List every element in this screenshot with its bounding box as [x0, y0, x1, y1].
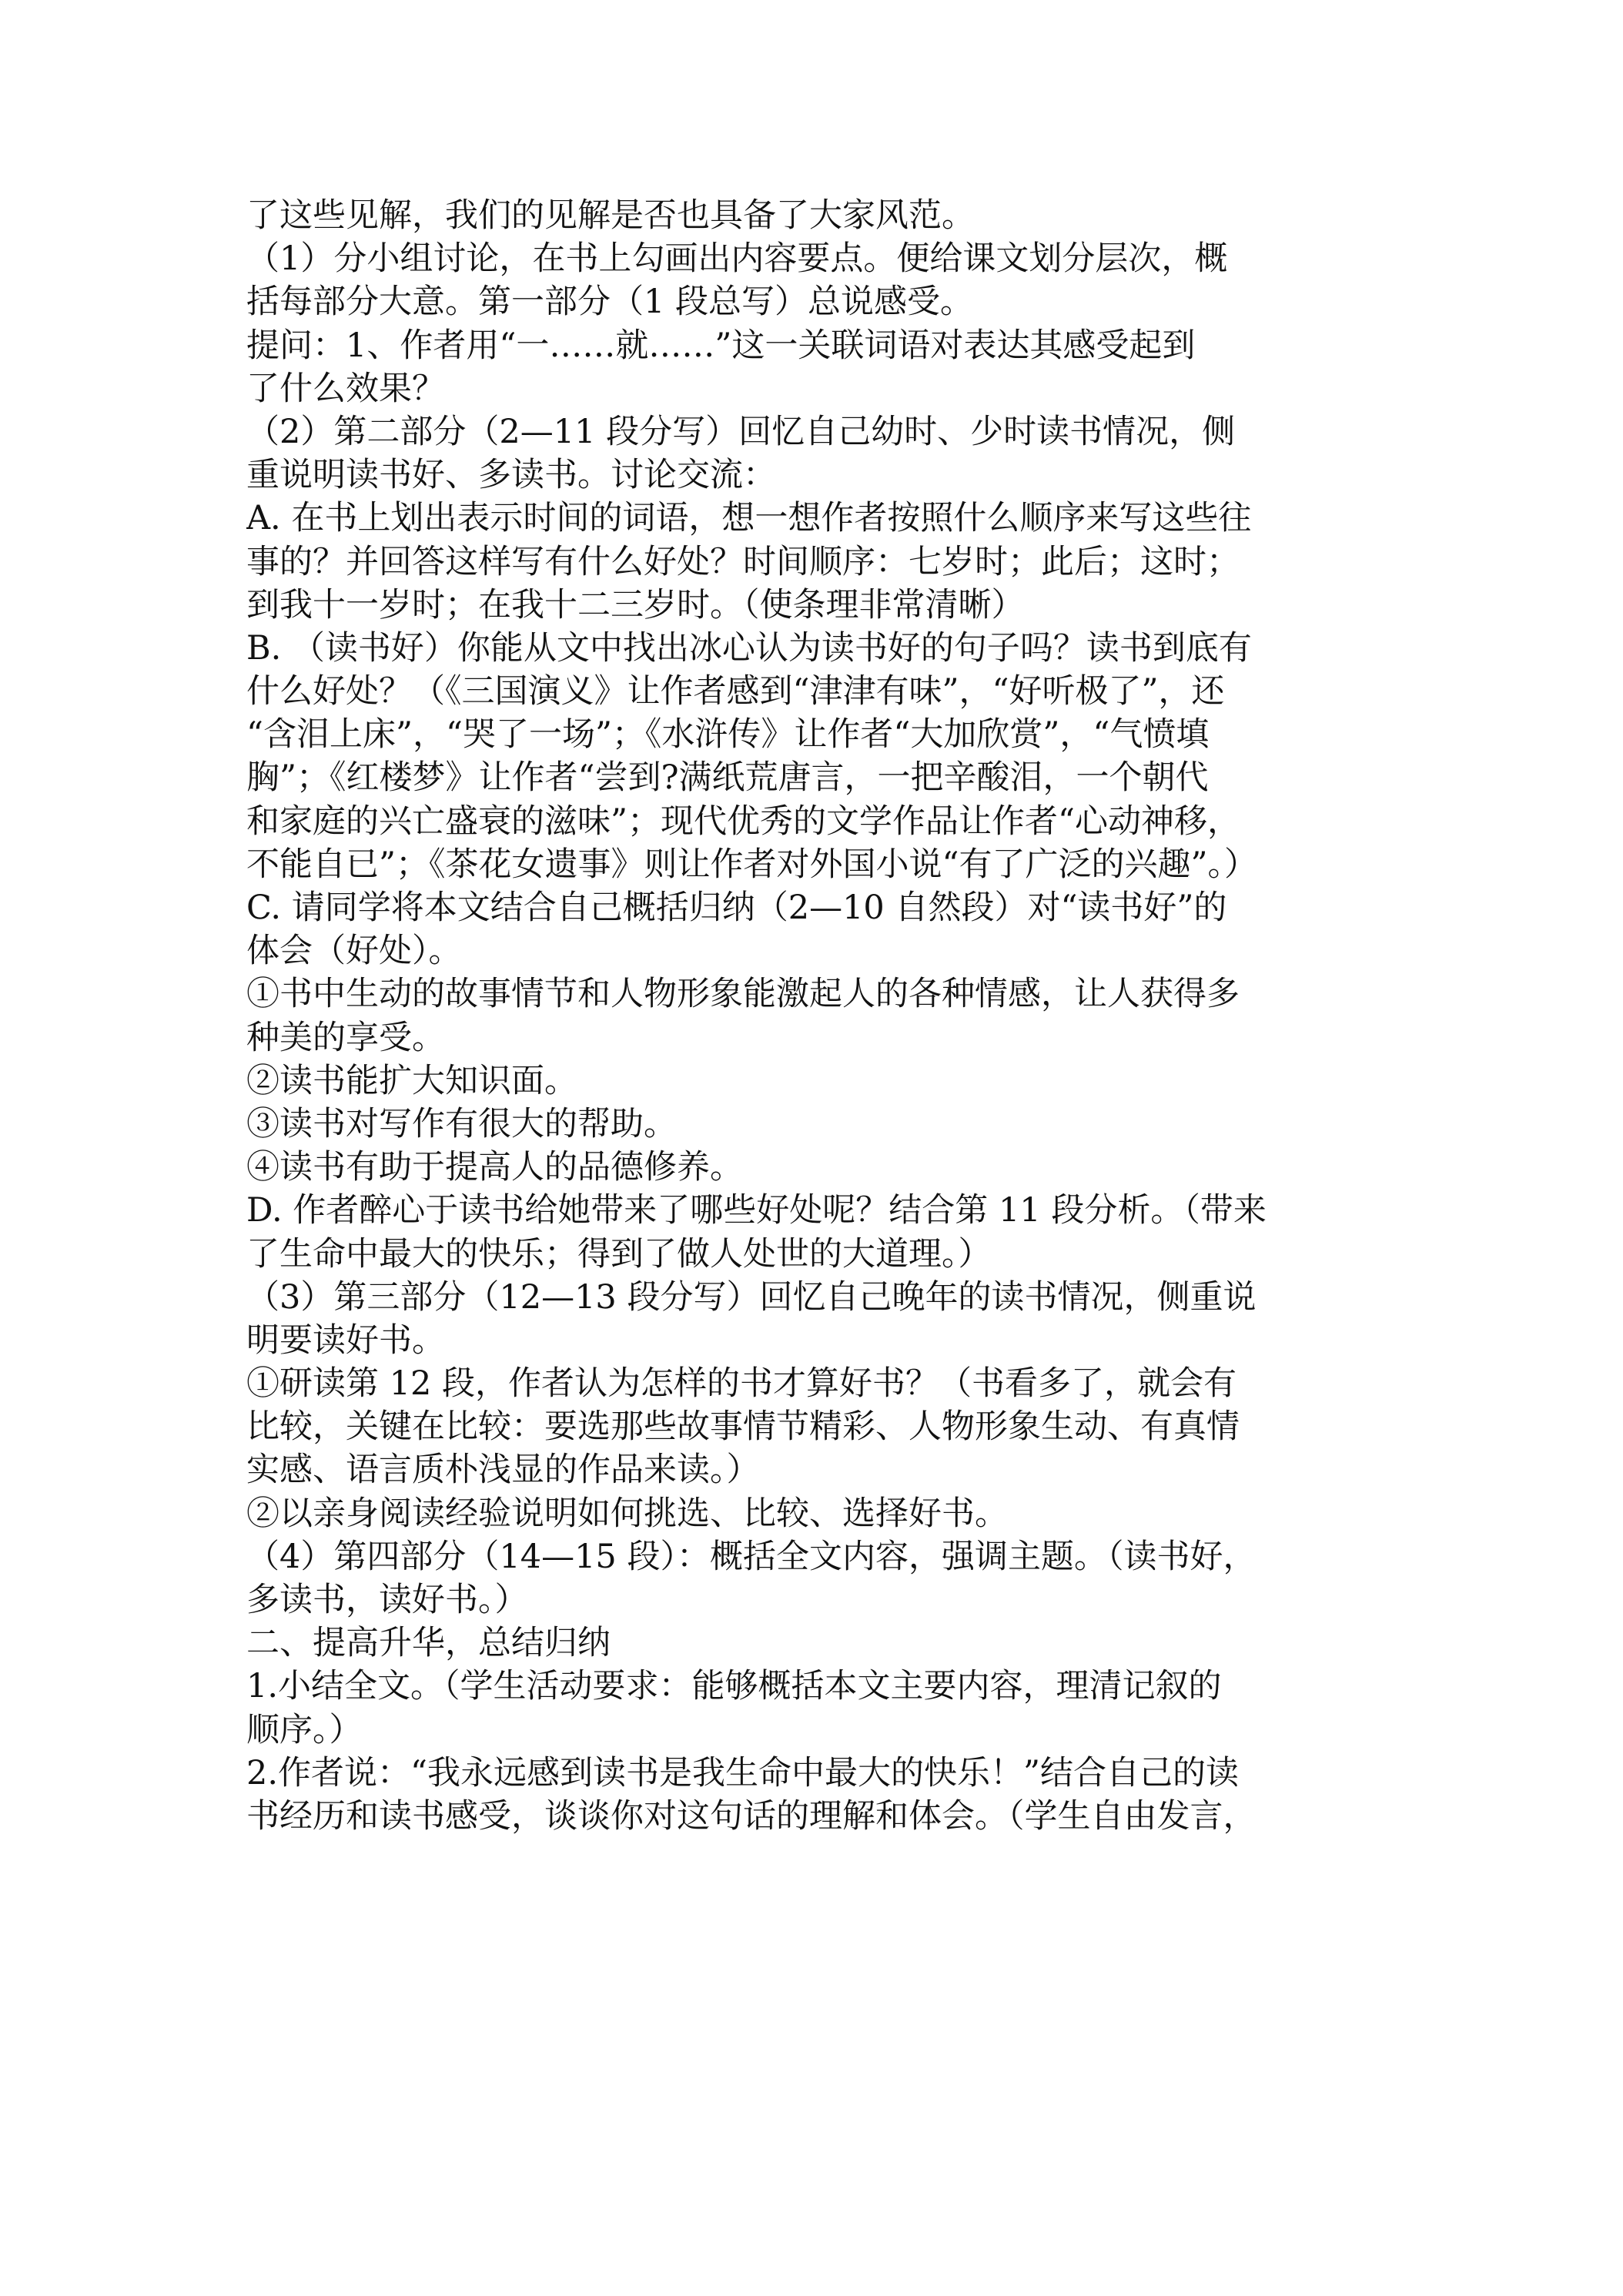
text-line: （3）第三部分（12—13 段分写）回忆自己晚年的读书情况，侧重说	[246, 1277, 1257, 1317]
text-line: D. 作者醉心于读书给她带来了哪些好处呢？结合第 11 段分析。（带来	[246, 1191, 1267, 1230]
text-line: （2）第二部分（2—11 段分写）回忆自己幼时、少时读书情况，侧	[246, 412, 1236, 451]
text-line: “含泪上床”，“哭了一场”；《水浒传》让作者“大加欣赏”，“气愤填	[246, 715, 1210, 755]
text-line: 重说明读书好、多读书。讨论交流：	[246, 456, 776, 495]
text-line: 书经历和读书感受，谈谈你对这句话的理解和体会。（学生自由发言，	[246, 1796, 1257, 1836]
text-line: A. 在书上划出表示时间的词语，想一想作者按照什么顺序来写这些往	[246, 499, 1252, 538]
text-line: （4）第四部分（14—15 段）：概括全文内容，强调主题。（读书好，	[246, 1537, 1257, 1576]
text-line: 了生命中最大的快乐；得到了做人处世的大道理。）	[246, 1234, 992, 1274]
text-line: 到我十一岁时；在我十二三岁时。（使条理非常清晰）	[246, 585, 1025, 624]
text-line: ④读书有助于提高人的品德修养。	[246, 1148, 743, 1187]
text-line: （1）分小组讨论，在书上勾画出内容要点。便给课文划分层次，概	[246, 239, 1228, 279]
text-line: 明要读好书。	[246, 1320, 445, 1360]
text-line: ①书中生动的故事情节和人物形象能激起人的各种情感，让人获得多	[246, 975, 1240, 1014]
text-line: 胸”；《红楼梦》让作者“尝到?满纸荒唐言，一把辛酸泪，一个朝代	[246, 758, 1209, 798]
text-line: 1.小结全文。（学生活动要求：能够概括本文主要内容，理清记叙的	[246, 1667, 1222, 1706]
text-line: 比较，关键在比较：要选那些故事情节精彩、人物形象生动、有真情	[246, 1407, 1240, 1447]
text-line: 体会（好处）。	[246, 932, 462, 971]
text-line: 了什么效果？	[246, 369, 445, 408]
text-line: ②读书能扩大知识面。	[246, 1061, 577, 1100]
text-line: ①研读第 12 段，作者认为怎样的书才算好书？（书看多了，就会有	[246, 1364, 1237, 1404]
text-line: 种美的享受。	[246, 1018, 445, 1057]
text-line: 事的？并回答这样写有什么好处？时间顺序：七岁时；此后；这时；	[246, 542, 1240, 581]
text-line: 和家庭的兴亡盛衰的滋味”；现代优秀的文学作品让作者“心动神移，	[246, 802, 1240, 841]
text-line: 提问：1、作者用“一……就……”这一关联词语对表达其感受起到	[246, 326, 1196, 365]
body-text	[246, 194, 1383, 1838]
text-line: ③读书对写作有很大的帮助。	[246, 1104, 677, 1143]
text-line: 二、提高升华，总结归纳	[246, 1624, 611, 1663]
text-line: 括每部分大意。第一部分（1 段总写）总说感受。	[246, 283, 974, 322]
text-line: 顺序。）	[246, 1710, 363, 1749]
text-line: 2.作者说：“我永远感到读书是我生命中最大的快乐！”结合自己的读	[246, 1753, 1239, 1792]
text-line: ②以亲身阅读经验说明如何挑选、比较、选择好书。	[246, 1494, 1008, 1533]
text-line: 不能自已”；《茶花女遗事》则让作者对外国小说“有了广泛的兴趣”。）	[246, 845, 1257, 884]
text-line: 了这些见解，我们的见解是否也具备了大家风范。	[246, 196, 975, 235]
text-line: 实感、语言质朴浅显的作品来读。）	[246, 1451, 760, 1490]
text-line: C. 请同学将本文结合自己概括归纳（2—10 自然段）对“读书好”的	[246, 889, 1227, 927]
text-line: 什么好处？（《三国演义》让作者感到“津津有味”，“好听极了”，还	[246, 672, 1225, 711]
text-line: B. （读书好）你能从文中找出冰心认为读书好的句子吗？读书到底有	[246, 628, 1252, 668]
text-line: 多读书，读好书。）	[246, 1581, 528, 1619]
